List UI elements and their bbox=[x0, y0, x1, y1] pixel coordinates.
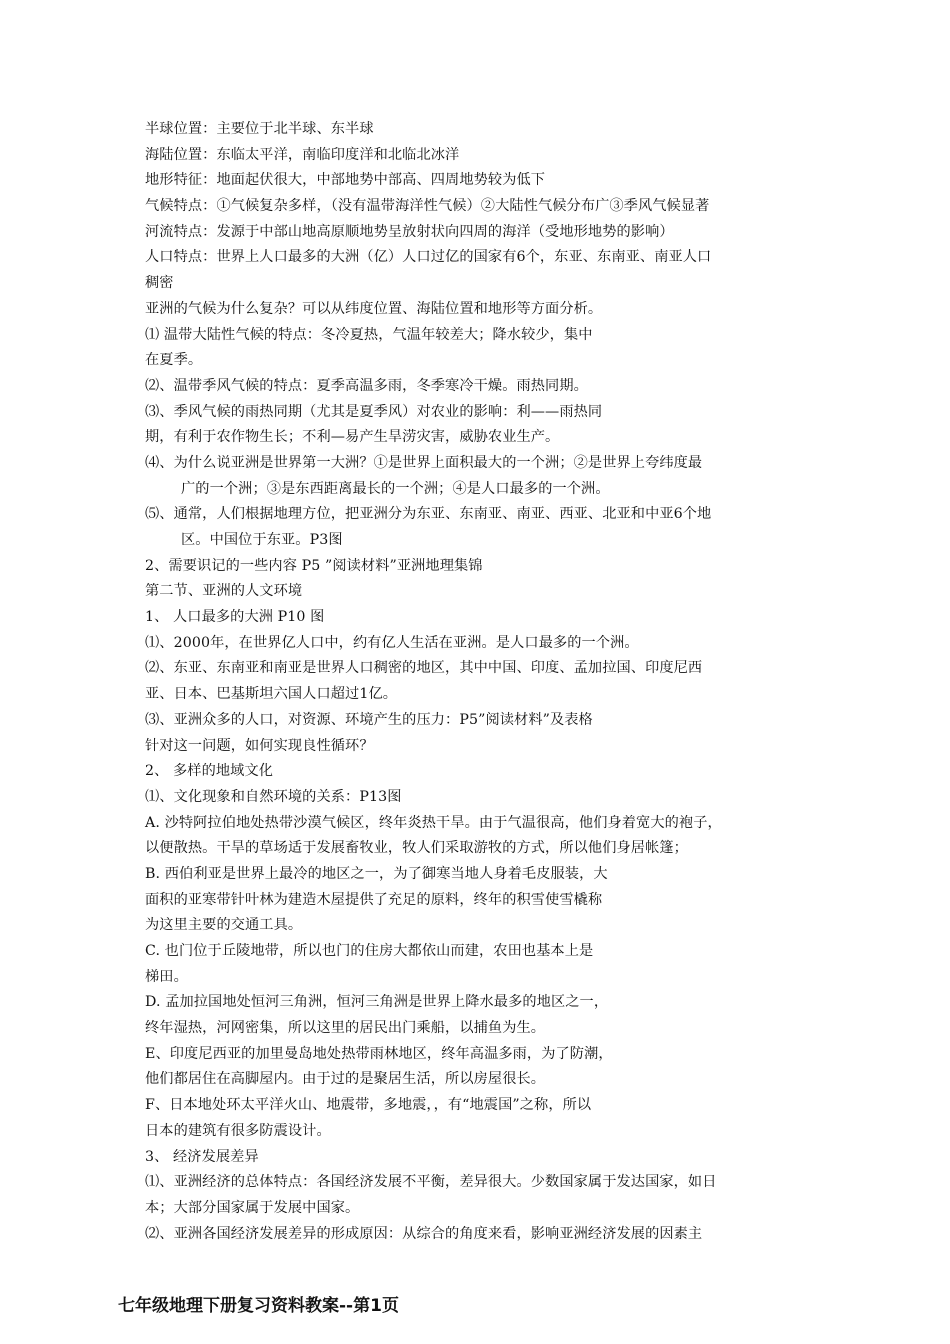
text-line: 以便散热。干旱的草场适于发展畜牧业，牧人们采取游牧的方式，所以他们身居帐篷； bbox=[145, 840, 688, 857]
text-line: ⑴、2000年，在世界亿人口中，约有亿人生活在亚洲。是人口最多的一个洲。 bbox=[145, 634, 639, 651]
text-line: 地形特征：地面起伏很大，中部地势中部高、四周地势较为低下 bbox=[145, 172, 546, 189]
text-line: 他们都居住在高脚屋内。由于过的是聚居生活，所以房屋很长。 bbox=[145, 1071, 546, 1088]
text-line: ⑴、文化现象和自然环境的关系：P13图 bbox=[145, 788, 402, 805]
document-body bbox=[145, 117, 825, 1247]
text-line: ⑶、亚洲众多的人口，对资源、环境产生的压力：P5”阅读材料”及表格 bbox=[145, 711, 593, 728]
text-line: 河流特点：发源于中部山地高原顺地势呈放射状向四周的海洋（受地形地势的影响） bbox=[145, 223, 674, 240]
text-line: ⑶、季风气候的雨热同期（尤其是夏季风）对农业的影响：利——雨热同 bbox=[145, 403, 603, 420]
text-line: 气候特点：①气候复杂多样，（没有温带海洋性气候）②大陆性气候分布广③季风气候显著 bbox=[145, 198, 710, 215]
text-line: ⑵、亚洲各国经济发展差异的形成原因：从综合的角度来看，影响亚洲经济发展的因素主 bbox=[145, 1225, 703, 1242]
text-line: 1、 人口最多的大洲 P10 图 bbox=[145, 609, 325, 626]
page-footer: 七年级地理下册复习资料教案--第1页 bbox=[118, 1296, 399, 1316]
text-line: F、日本地处环太平洋火山、地震带，多地震，，有“地震国”之称，所以 bbox=[145, 1097, 592, 1114]
text-line: 亚、日本、巴基斯坦六国人口超过1亿。 bbox=[145, 686, 398, 703]
text-line: 终年湿热，河网密集，所以这里的居民出门乘船，以捕鱼为生。 bbox=[145, 1020, 546, 1037]
text-line: 期，有利于农作物生长；不利—易产生旱涝灾害，威胁农业生产。 bbox=[145, 429, 560, 446]
text-line: B. 西伯利亚是世界上最冷的地区之一，为了御寒当地人身着毛皮服装，大 bbox=[145, 865, 608, 882]
text-line: 在夏季。 bbox=[145, 352, 203, 369]
text-line: 海陆位置：东临太平洋，南临印度洋和北临北冰洋 bbox=[145, 146, 460, 163]
text-line: 稠密 bbox=[145, 275, 174, 292]
section-heading: 第二节、亚洲的人文环境 bbox=[145, 583, 303, 600]
text-line: 3、 经济发展差异 bbox=[145, 1148, 259, 1165]
text-line: ⑵、温带季风气候的特点：夏季高温多雨，冬季寒冷干燥。雨热同期。 bbox=[145, 377, 588, 394]
text-line: 亚洲的气候为什么复杂？可以从纬度位置、海陆位置和地形等方面分析。 bbox=[145, 300, 603, 317]
text-line: 半球位置：主要位于北半球、东半球 bbox=[145, 121, 374, 137]
text-line: 广的一个洲；③是东西距离最长的一个洲；④是人口最多的一个洲。 bbox=[181, 480, 610, 497]
text-line: C. 也门位于丘陵地带，所以也门的住房大都依山而建，农田也基本上是 bbox=[145, 943, 594, 959]
text-line: 日本的建筑有很多防震设计。 bbox=[145, 1122, 331, 1139]
text-line: 梯田。 bbox=[145, 968, 188, 985]
text-line: ⑵、东亚、东南亚和南亚是世界人口稠密的地区，其中中国、印度、孟加拉国、印度尼西 bbox=[145, 660, 703, 677]
text-line: ⑸、通常，人们根据地理方位，把亚洲分为东亚、东南亚、南亚、西亚、北亚和中亚6个地 bbox=[145, 506, 712, 523]
text-line: 面积的亚寒带针叶林为建造木屋提供了充足的原料，终年的积雪使雪橇称 bbox=[145, 891, 603, 908]
text-line: D. 孟加拉国地处恒河三角洲，恒河三角洲是世界上降水最多的地区之一， bbox=[145, 994, 609, 1011]
text-line: 针对这一问题，如何实现良性循环？ bbox=[145, 737, 374, 754]
text-line: ⑴、亚洲经济的总体特点：各国经济发展不平衡，差异很大。少数国家属于发达国家，如日 bbox=[145, 1174, 717, 1191]
text-line: ⑷、为什么说亚洲是世界第一大洲？①是世界上面积最大的一个洲；②是世界上夸纬度最 bbox=[145, 454, 703, 471]
text-line: 本；大部分国家属于发展中国家。 bbox=[145, 1199, 360, 1216]
text-line: 区。中国位于东亚。P3图 bbox=[181, 532, 343, 548]
text-line: E、印度尼西亚的加里曼岛地处热带雨林地区，终年高温多雨，为了防潮， bbox=[145, 1045, 613, 1062]
text-line: 人口特点：世界上人口最多的大洲（亿）人口过亿的国家有6个，东亚、东南亚、南亚人口 bbox=[145, 249, 712, 266]
text-line: ⑴ 温带大陆性气候的特点：冬冷夏热，气温年较差大；降水较少，集中 bbox=[145, 326, 593, 343]
text-line: 2、需要识记的一些内容 P5 ”阅读材料”亚洲地理集锦 bbox=[145, 557, 483, 574]
text-line: 为这里主要的交通工具。 bbox=[145, 917, 303, 934]
text-line: 2、 多样的地域文化 bbox=[145, 763, 274, 780]
text-line: A. 沙特阿拉伯地处热带沙漠气候区，终年炎热干旱。由于气温很高，他们身着宽大的袍子， bbox=[145, 814, 722, 831]
